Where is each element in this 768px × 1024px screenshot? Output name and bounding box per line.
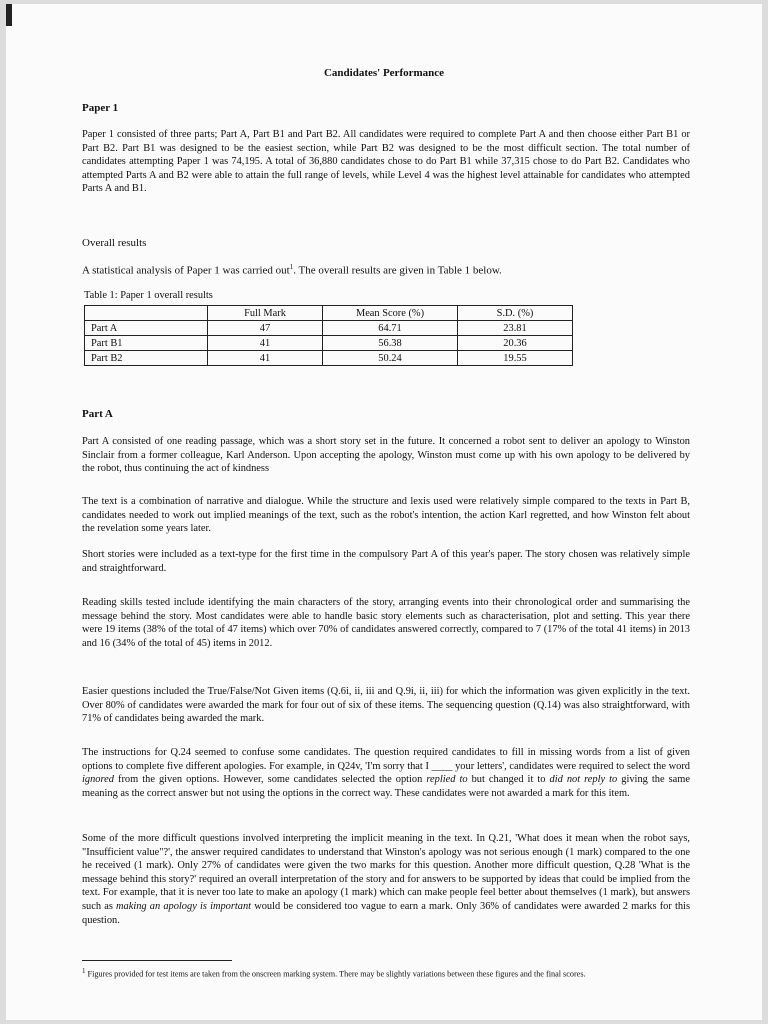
part-a-paragraph-4: Reading skills tested include identifying the main characters of the story, arranging events into their chronological order and summarising the message behind the story. Most candidates were able to handle basic story elements such as characterisation, plot and setting. This year there were 19 items (38% of the total of 47 items) which over 70% of candidates answered correctly, compared to 7 (17% of the total 41 items) in 2013 and 16 (34% of the total of 45) items in 2012. [82,597,690,649]
table-cell: 41 [208,336,323,351]
part-a-heading: Part A [82,408,113,420]
table-cell: 64.71 [323,321,458,336]
table-cell: Part A [85,321,208,336]
overall-results-heading: Overall results [82,237,147,249]
table-cell: 47 [208,321,323,336]
part-a-paragraph-7: Some of the more difficult questions involved interpreting the implicit meaning in the text. In Q.21, 'What does it mean when the robot says, "Insufficient value"?', the answer required candidates to understand that Winston's apology was not serious enough (1 mark) compared to the one he received (1 mark). Only 27% of candidates were given the two marks for this question. Another more difficult question, Q.28 'What is the message behind this story?' required an overall interpretation of the story and for answers to be supported by ideas that could be implied from the text. For example, that it is never too late to make an apology (1 mark) which can make people feel better about themselves (1 mark), but answers such as making an apology is important would be considered too vague to earn a mark. Only 36% of candidates were awarded 2 marks for this question. [82,833,690,926]
table-header-row [85,306,573,321]
table-cell: 50.24 [323,351,458,366]
part-a-paragraph-1: Part A consisted of one reading passage, which was a short story set in the future. It concerned a robot sent to deliver an apology to Winston Sinclair from a former colleague, Karl Anderson. Upon accepting the apology, Winston must come up with his own apology to be delivered by the robot, thus continuing the act of kindness [82,436,690,475]
table-row [85,351,573,366]
page-title: Candidates' Performance [323,67,445,79]
part-a-paragraph-6: The instructions for Q.24 seemed to confuse some candidates. The question required candidates to fill in missing words from a list of given options to complete five different apologies. For example, in Q24v, 'I'm sorry that I ____ your letters', candidates were required to select the word ignored from the given options. However, some candidates selected the option replied to but changed it to did not reply to giving the same meaning as the correct answer but not using the options in the correct way. These candidates were not awarded a mark for this item. [82,747,690,799]
table-caption: Table 1: Paper 1 overall results [84,290,213,301]
table-cell: 41 [208,351,323,366]
table-header-cell: Full Mark [208,306,323,321]
scan-edge-mark [6,4,12,26]
table-row [85,321,573,336]
footnote-divider [82,960,232,961]
table-row [85,336,573,351]
stats-sentence: A statistical analysis of Paper 1 was carried out$^1$. The overall results are given in Table 1 below. [82,263,502,277]
table-cell: 23.81 [458,321,573,336]
table-header-cell: S.D. (%) [458,306,573,321]
footnote-ref: 1 [289,263,294,271]
part-a-paragraph-5: Easier questions included the True/False/Not Given items (Q.6i, ii, iii and Q.9i, ii, iii) for which the information was given explicitly in the text. Over 80% of candidates were awarded the mark for four out of six of these items. The sequencing question (Q.14) was also straightforward, with 71% of candidates being awarded the mark. [82,686,690,725]
part-a-paragraph-3: Short stories were included as a text-type for the first time in the compulsory Part A of this year's paper. The story chosen was relatively simple and straightforward. [82,549,690,574]
table-cell: Part B2 [85,351,208,366]
table-header-cell [85,306,208,321]
paper1-intro: Paper 1 consisted of three parts; Part A, Part B1 and Part B2. All candidates were required to complete Part A and then choose either Part B1 or Part B2. Part B1 was designed to be the easiest section, while Part B2 was designed to be the most difficult section. The total number of candidates attempting Paper 1 was 74,195. A total of 36,880 candidates chose to do Part B1 while 37,315 chose to do Part B2. Candidates who attempted Parts A and B2 were able to attain the full range of levels, while Level 4 was the highest level attainable for candidates who attempted Parts A and B1. [82,129,690,195]
table-cell: 19.55 [458,351,573,366]
table-cell: 56.38 [323,336,458,351]
table-header-cell: Mean Score (%) [323,306,458,321]
document-page [6,4,762,1020]
part-a-paragraph-2: The text is a combination of narrative and dialogue. While the structure and lexis used were relatively simple compared to the texts in Part B, candidates needed to work out implied meanings of the text, such as the robot's intention, the action Karl regretted, and how Winston felt about the revelation some years later. [82,496,690,535]
table-cell: Part B1 [85,336,208,351]
paper1-heading: Paper 1 [82,102,119,114]
footnote-mark: 1 [82,967,86,975]
results-table [84,305,573,366]
table-cell: 20.36 [458,336,573,351]
footnote: $^1$ Figures provided for test items are taken from the onscreen marking system. There may be slightly variations between these figures and the final scores. [82,967,586,979]
